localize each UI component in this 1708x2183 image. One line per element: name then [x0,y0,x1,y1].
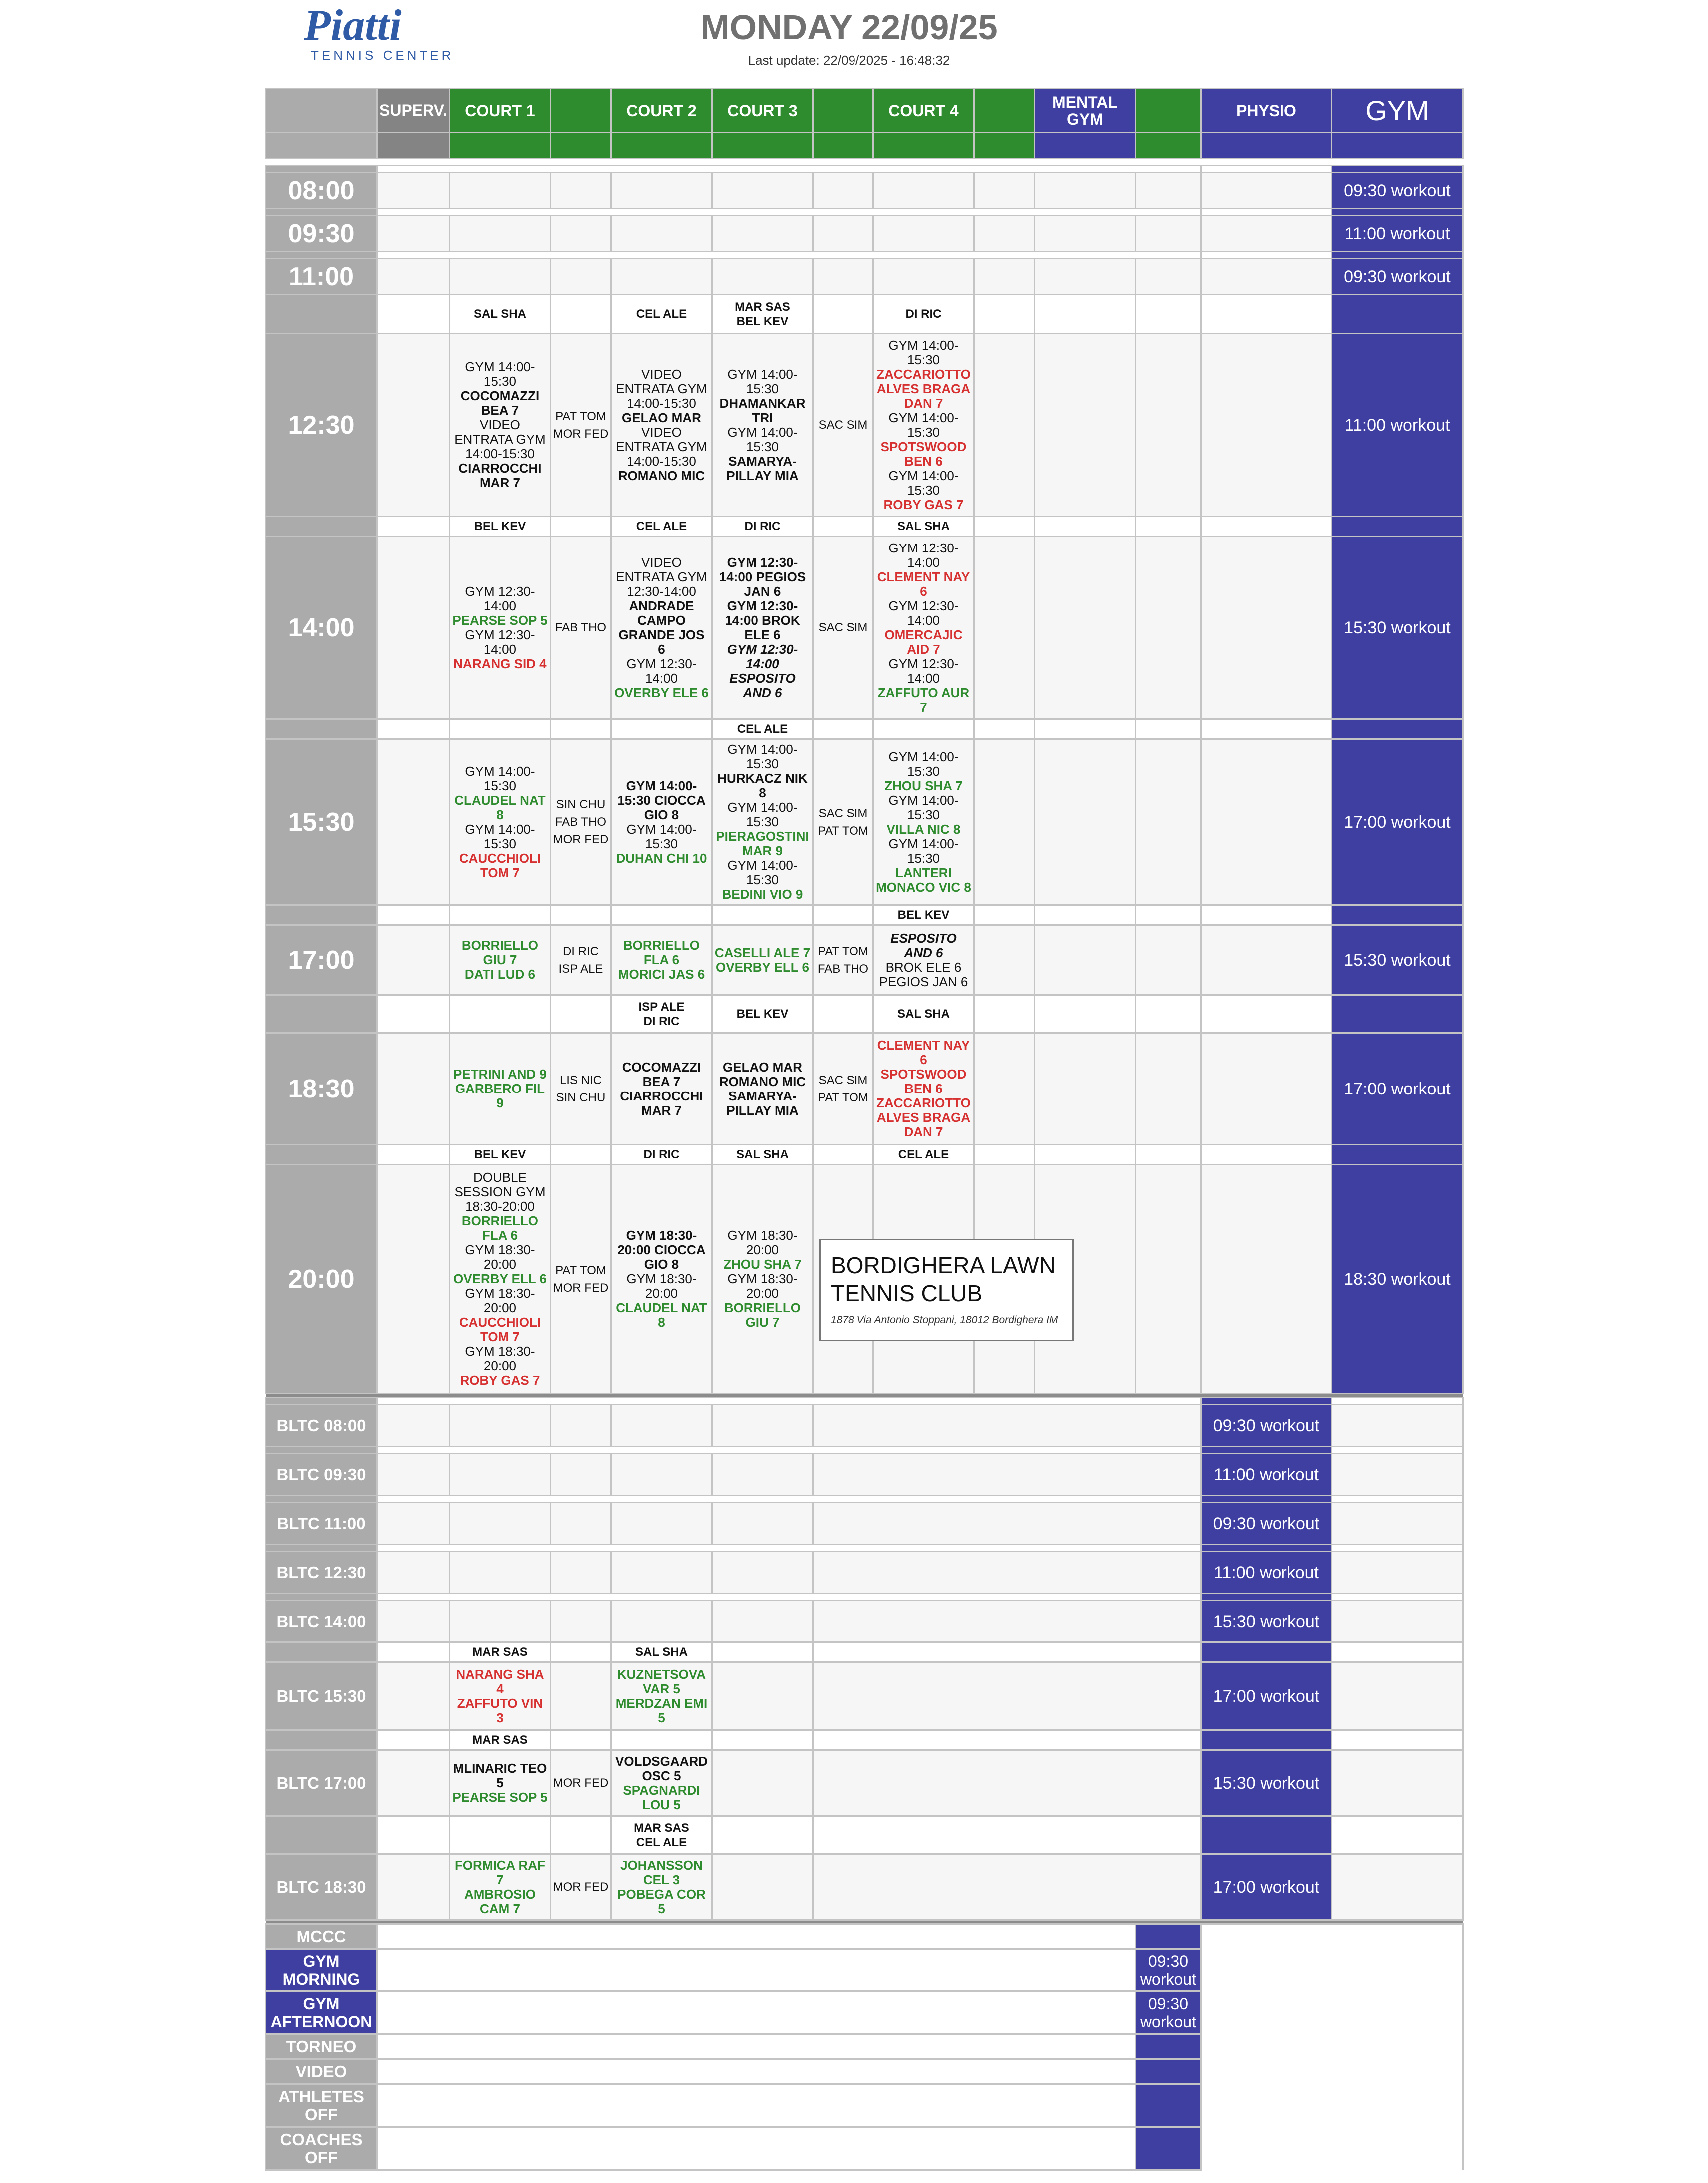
entry-line: BROK ELE 6 [885,959,962,975]
time-label: BLTC 12:30 [266,1552,377,1594]
entry-line: OVERBY ELL 6 [453,1271,547,1286]
torneo-label: TORNEO [266,2034,377,2059]
entry-line: GYM 14:00-15:30 [888,410,959,440]
time-label: BLTC 09:30 [266,1454,377,1496]
court-2-cell [611,1033,712,1145]
court-2-cell [611,925,712,995]
page-title: MONDAY 22/09/25 [700,8,998,47]
coach-row-1530 [266,719,1463,739]
court-2-cell [611,1165,712,1394]
entry-line: FAB THO [817,962,869,976]
row-mccc [266,1924,1463,1949]
bltc-1400 [266,1601,1463,1642]
coach: CEL ALE [611,517,712,537]
entry-line: GYM 12:30-14:00 PEGIOS JAN 6 [719,554,806,599]
club-name: BORDIGHERA LAWN TENNIS CLUB [831,1252,1056,1306]
gym-workout: 09:30 workout [1331,173,1463,209]
entry-line: PAT TOM [555,1263,606,1277]
entry-line: GYM 12:30-14:00 [465,583,535,613]
entry-line: GYM 18:30-20:00 [465,1286,535,1315]
coach: BEL KEV [712,995,813,1033]
logo-name: Piatti [304,4,402,50]
entry-line: PEGIOS JAN 6 [879,974,968,989]
bltc-1100 [266,1503,1463,1545]
court-3-cell [712,334,813,517]
entry-line: ESPOSITO AND 6 [890,930,957,960]
coach: DI RIC [712,517,813,537]
entry-line: DUHAN CHI 10 [616,850,707,866]
entry-line: COCOMAZZI BEA 7 [460,388,540,418]
entry-line: ZHOU SHA 7 [884,778,963,793]
court-2-cell [611,739,712,905]
bltc-1530 [266,1662,1463,1730]
court-1-cell [449,537,550,719]
entry-line: NARANG SID 4 [453,656,547,671]
col-court-1: COURT 1 [449,89,550,133]
entry-line: GYM 14:00-15:30 [727,858,798,887]
time-label: BLTC 11:00 [266,1503,377,1545]
entry-line: PETRINI AND 9 [453,1067,547,1082]
entry-line: POBEGA COR 5 [617,1886,706,1916]
court-3-staff [813,537,873,719]
time-label: 08:00 [266,173,377,209]
piatti-logo [300,4,459,64]
coach-row-1830 [266,995,1463,1033]
mccc-label: MCCC [266,1924,377,1949]
slot-1700 [266,925,1463,995]
slot-0930 [266,216,1463,252]
gym-morning-workout: 09:30 workout [1135,1949,1201,1991]
entry-line: DATI LUD 6 [464,967,535,982]
coach: CEL ALE [712,719,813,739]
court-1-staff [550,537,611,719]
court-1-staff [550,1854,611,1920]
court-1-staff [550,1165,611,1394]
entry-line: GYM 18:30-20:00 CIOCCA GIO 8 [617,1228,706,1272]
entry-line: PEARSE SOP 5 [452,1790,548,1805]
entry-line: GYM 18:30-20:00 [465,1344,535,1373]
bltc-0930 [266,1454,1463,1496]
entry-line: NARANG SHA 4 [456,1666,544,1696]
entry-line: GYM 12:30-14:00 [888,598,959,628]
club-address: 1878 Via Antonio Stoppani, 18012 Bordighera IM [831,1314,1058,1326]
entry-line: FAB THO [555,621,607,634]
entry-line: GYM 14:00-15:30 [888,337,959,367]
court-1-cell [449,925,550,995]
bltc-coach-1830 [266,1816,1463,1854]
court-1-cell [449,1033,550,1145]
entry-line: GYM 12:30-14:00 BROK ELE 6 [725,598,800,642]
court-3-staff [813,1033,873,1145]
entry-line: COCOMAZZI BEA 7 [622,1059,701,1089]
col-mental-gym: MENTAL GYM [1034,89,1135,133]
entry-line: CLEMENT NAY 6 [877,1038,970,1067]
slot-1230 [266,334,1463,517]
court-1-staff [550,925,611,995]
time-label: 14:00 [266,537,377,719]
entry-line: LANTERI MONACO VIC 8 [876,865,971,895]
entry-line: GYM 14:00-15:30 [727,742,798,771]
coach-row-1230 [266,295,1463,334]
coach: SAL SHA [712,1145,813,1165]
gym-afternoon-label: GYM AFTERNOON [266,1991,377,2034]
entry-line: ZACCARIOTTO ALVES BRAGA DAN 7 [876,366,971,411]
schedule-table [265,88,1464,2171]
court-2-cell [611,537,712,719]
entry-line: PEARSE SOP 5 [452,612,548,628]
entry-line: ZAFFUTO AUR 7 [877,685,970,715]
entry-line: ROMANO MIC [719,1074,806,1089]
time-label: 11:00 [266,259,377,295]
entry-line: PAT TOM [555,409,606,423]
entry-line: ISP ALE [558,962,603,976]
time-label: BLTC 14:00 [266,1601,377,1642]
gym-morning-label: GYM MORNING [266,1949,377,1991]
coach-row-1700 [266,905,1463,925]
coach: DI RIC [611,1145,712,1165]
physio-workout: 17:00 workout [1201,1662,1331,1730]
entry-line: GYM 18:30-20:00 [727,1228,798,1257]
court-3-cell [712,925,813,995]
physio-workout: 15:30 workout [1201,1601,1331,1642]
col-gym: GYM [1331,89,1463,133]
coach: BEL KEV [873,905,974,925]
entry-line: CLAUDEL NAT 8 [616,1300,707,1330]
coach: CEL ALE [611,295,712,334]
entry-line: SAC SIM [818,1073,868,1087]
court-1-cell [449,739,550,905]
bltc-0800 [266,1405,1463,1447]
entry-line: GYM 14:00-15:30 [626,821,697,851]
entry-line: CLAUDEL NAT 8 [454,792,546,822]
entry-line: BORRIELLO GIU 7 [724,1300,801,1330]
court-4-cell [873,1033,974,1145]
entry-line: GARBERO FIL 9 [455,1081,545,1110]
entry-line: CAUCCHIOLI TOM 7 [459,1315,541,1344]
court-3-cell [712,739,813,905]
court-1-staff [550,739,611,905]
entry-line: ZHOU SHA 7 [723,1257,802,1272]
col-court-3: COURT 3 [712,89,813,133]
entry-line: SPOTSWOOD BEN 6 [880,439,967,469]
entry-line: OVERBY ELE 6 [614,685,709,700]
gym-workout: 11:00 workout [1331,334,1463,517]
coach: MAR SAS [449,1642,550,1662]
entry-line: GYM 18:30-20:00 [626,1271,697,1301]
entry-line: GYM 14:00-15:30 [727,366,798,396]
entry-line: JOHANSSON CEL 3 [620,1857,703,1887]
court-4-cell [873,925,974,995]
entry-line: DI RIC [562,944,599,958]
entry-line: DHAMANKAR TRI [719,395,806,425]
coach: MAR SAS [449,1730,550,1750]
club-location-popup[interactable] [819,1239,1074,1341]
entry-line: FORMICA RAF 7 [454,1857,545,1887]
entry-line: MOR FED [553,833,609,846]
entry-line: ZAFFUTO VIN 3 [457,1695,543,1725]
court-1-cell [449,1662,550,1730]
entry-line: ROBY GAS 7 [460,1373,540,1388]
entry-line: GYM 12:30-14:00 [626,656,697,686]
col-court-4: COURT 4 [873,89,974,133]
gym-workout: 18:30 workout [1331,1165,1463,1394]
court-2-cell [611,334,712,517]
entry-line: GYM 14:00-15:30 [465,821,535,851]
entry-line: PAT TOM [818,944,868,958]
entry-line: SAMARYA-PILLAY MIA [726,1088,799,1118]
entry-line: ANDRADE CAMPO GRANDE JOS 6 [618,598,705,657]
col-court-2: COURT 2 [611,89,712,133]
logo-subtitle: TENNIS CENTER [311,48,454,63]
entry-line: OMERCAJIC AID 7 [884,627,963,657]
entry-line: GYM 18:30-20:00 [465,1242,535,1272]
entry-line: ZACCARIOTTO ALVES BRAGA DAN 7 [876,1095,971,1139]
entry-line: MLINARIC TEO 5 [453,1761,547,1790]
coach-row-1400 [266,517,1463,537]
court-4-cell [873,537,974,719]
coach: SAL SHA [873,995,974,1033]
court-2-cell [611,1750,712,1816]
entry-line: OVERBY ELL 6 [716,959,809,975]
entry-line: GYM 12:30-14:00 [888,540,959,570]
header-row [266,89,1463,133]
entry-line: ROBY GAS 7 [883,497,964,512]
entry-line: MOR FED [553,1281,609,1295]
entry-line: GYM 14:00-15:30 [465,359,535,389]
entry-line: PAT TOM [818,1091,868,1104]
coach: BEL KEV [449,517,550,537]
col-physio: PHYSIO [1201,89,1331,133]
entry-line: MORICI JAS 6 [618,967,705,982]
entry-line: GYM 14:00-15:30 [888,792,959,822]
coach: DI RIC [873,295,974,334]
entry-line: AMBROSIO CAM 7 [464,1886,536,1916]
entry-line: BORRIELLO FLA 6 [623,938,700,967]
physio-workout: 11:00 workout [1201,1454,1331,1496]
entry-line: BEDINI VIO 9 [722,887,803,902]
entry-line: GYM 14:00-15:30 CIOCCA GIO 8 [617,778,706,822]
entry-line: SIN CHU [556,798,606,811]
entry-line: SPOTSWOOD BEN 6 [880,1067,967,1096]
video-label: VIDEO [266,2059,377,2084]
entry-line: MOR FED [553,1880,609,1894]
entry-line: GYM 18:30-20:00 [727,1271,798,1301]
entry-line: BORRIELLO GIU 7 [461,938,539,967]
entry-line: VIDEO ENTRATA GYM 14:00-15:30 [616,424,707,469]
entry-line: GYM 12:30-14:00 [465,627,535,657]
coach: SAL SHA [873,517,974,537]
entry-line: PAT TOM [818,824,868,838]
physio-workout: 09:30 workout [1201,1503,1331,1545]
page-header [599,5,1099,68]
gym-workout: 17:00 workout [1331,1033,1463,1145]
entry-line: VILLA NIC 8 [886,821,961,837]
bltc-1830 [266,1854,1463,1920]
coaches-off-label: COACHES OFF [266,2127,377,2170]
time-label: 15:30 [266,739,377,905]
entry-line: FAB THO [555,815,607,829]
court-3-staff [813,925,873,995]
coach: SAL SHA [611,1642,712,1662]
entry-line: SAC SIM [818,418,868,432]
coach: MAR SAS BEL KEV [712,295,813,334]
court-3-staff [813,334,873,517]
slot-1100 [266,259,1463,295]
physio-workout: 09:30 workout [1201,1405,1331,1447]
slot-1830 [266,1033,1463,1145]
time-label: BLTC 17:00 [266,1750,377,1816]
time-label: BLTC 15:30 [266,1662,377,1730]
entry-line: SPAGNARDI LOU 5 [623,1782,700,1812]
gym-workout: 11:00 workout [1331,216,1463,252]
slot-1530 [266,739,1463,905]
entry-line: CIARROCCHI MAR 7 [620,1088,703,1118]
coach-row-2000 [266,1145,1463,1165]
col-superv: SUPERV. [377,89,450,133]
time-label: BLTC 18:30 [266,1854,377,1920]
coach: BEL KEV [449,1145,550,1165]
physio-workout: 17:00 workout [1201,1854,1331,1920]
entry-line: GYM 14:00-15:30 [727,800,798,829]
gym-workout: 15:30 workout [1331,537,1463,719]
gym-workout: 17:00 workout [1331,739,1463,905]
gym-workout: 09:30 workout [1331,259,1463,295]
entry-line: GYM 14:00-15:30 [727,424,798,454]
coach: CEL ALE [873,1145,974,1165]
entry-line: MOR FED [553,427,609,441]
physio-workout: 15:30 workout [1201,1750,1331,1816]
last-update: Last update: 22/09/2025 - 16:48:32 [748,53,950,68]
bltc-coach-1700 [266,1730,1463,1750]
court-4-cell [873,334,974,517]
coach: SAL SHA [449,295,550,334]
entry-line: GELAO MAR [723,1059,802,1075]
entry-line: GYM 12:30-14:00 [888,656,959,686]
time-label: 20:00 [266,1165,377,1394]
physio-workout: 11:00 workout [1201,1552,1331,1594]
court-1-staff [550,1033,611,1145]
entry-line: MERDZAN EMI 5 [615,1695,708,1725]
court-1-cell [449,1854,550,1920]
entry-line: CLEMENT NAY 6 [877,569,970,599]
time-label: 18:30 [266,1033,377,1145]
slot-1400 [266,537,1463,719]
coach: ISP ALE DI RIC [611,995,712,1033]
bltc-coach-1530 [266,1642,1463,1662]
court-1-cell [449,334,550,517]
entry-line: SIN CHU [556,1091,606,1104]
entry-line: ROMANO MIC [618,468,705,483]
entry-line: MOR FED [553,1776,609,1790]
time-label: 09:30 [266,216,377,252]
slot-0800 [266,173,1463,209]
entry-line: SAMARYA-PILLAY MIA [726,453,799,483]
court-4-cell [873,739,974,905]
time-label: 17:00 [266,925,377,995]
entry-line: CAUCCHIOLI TOM 7 [459,850,541,880]
court-1-cell [449,1750,550,1816]
entry-line: GYM 14:00-15:30 [888,468,959,498]
entry-line: SAC SIM [818,806,868,820]
entry-line: GYM 14:00-15:30 [465,763,535,793]
court-3-cell [712,1033,813,1145]
court-2-cell [611,1662,712,1730]
entry-line: KUZNETSOVA VAR 5 [617,1666,706,1696]
bltc-1700 [266,1750,1463,1816]
entry-line: GYM 14:00-15:30 [888,749,959,779]
entry-line: VIDEO ENTRATA GYM 14:00-15:30 [454,417,546,461]
gym-afternoon-workout: 09:30 workout [1135,1991,1201,2034]
athletes-off-label: ATHLETES OFF [266,2084,377,2127]
entry-line: CASELLI ALE 7 [714,945,811,960]
court-3-cell [712,537,813,719]
entry-line: VIDEO ENTRATA GYM 12:30-14:00 [616,554,707,599]
entry-line: LIS NIC [559,1073,602,1087]
court-1-staff [550,1750,611,1816]
entry-line: VOLDSGAARD OSC 5 [615,1753,708,1783]
entry-line: SAC SIM [818,621,868,634]
time-label: BLTC 08:00 [266,1405,377,1447]
court-3-cell [712,1165,813,1394]
entry-line: HURKACZ NIK 8 [717,771,808,800]
entry-line: GELAO MAR [622,410,701,425]
entry-line: PIERAGOSTINI MAR 9 [716,829,809,858]
gym-workout: 15:30 workout [1331,925,1463,995]
court-2-cell [611,1854,712,1920]
entry-line: GYM 12:30-14:00 ESPOSITO AND 6 [727,641,798,700]
entry-line: VIDEO ENTRATA GYM 14:00-15:30 [616,366,707,411]
entry-line: CIARROCCHI MAR 7 [458,461,542,490]
entry-line: GYM 14:00-15:30 [888,836,959,866]
court-3-staff [813,739,873,905]
court-1-cell [449,1165,550,1394]
coach: MAR SAS CEL ALE [611,1816,712,1854]
court-1-staff [550,334,611,517]
entry-line: DOUBLE SESSION GYM 18:30-20:00 [454,1170,546,1214]
time-label: 12:30 [266,334,377,517]
bltc-1230 [266,1552,1463,1594]
entry-line: BORRIELLO FLA 6 [461,1213,539,1243]
